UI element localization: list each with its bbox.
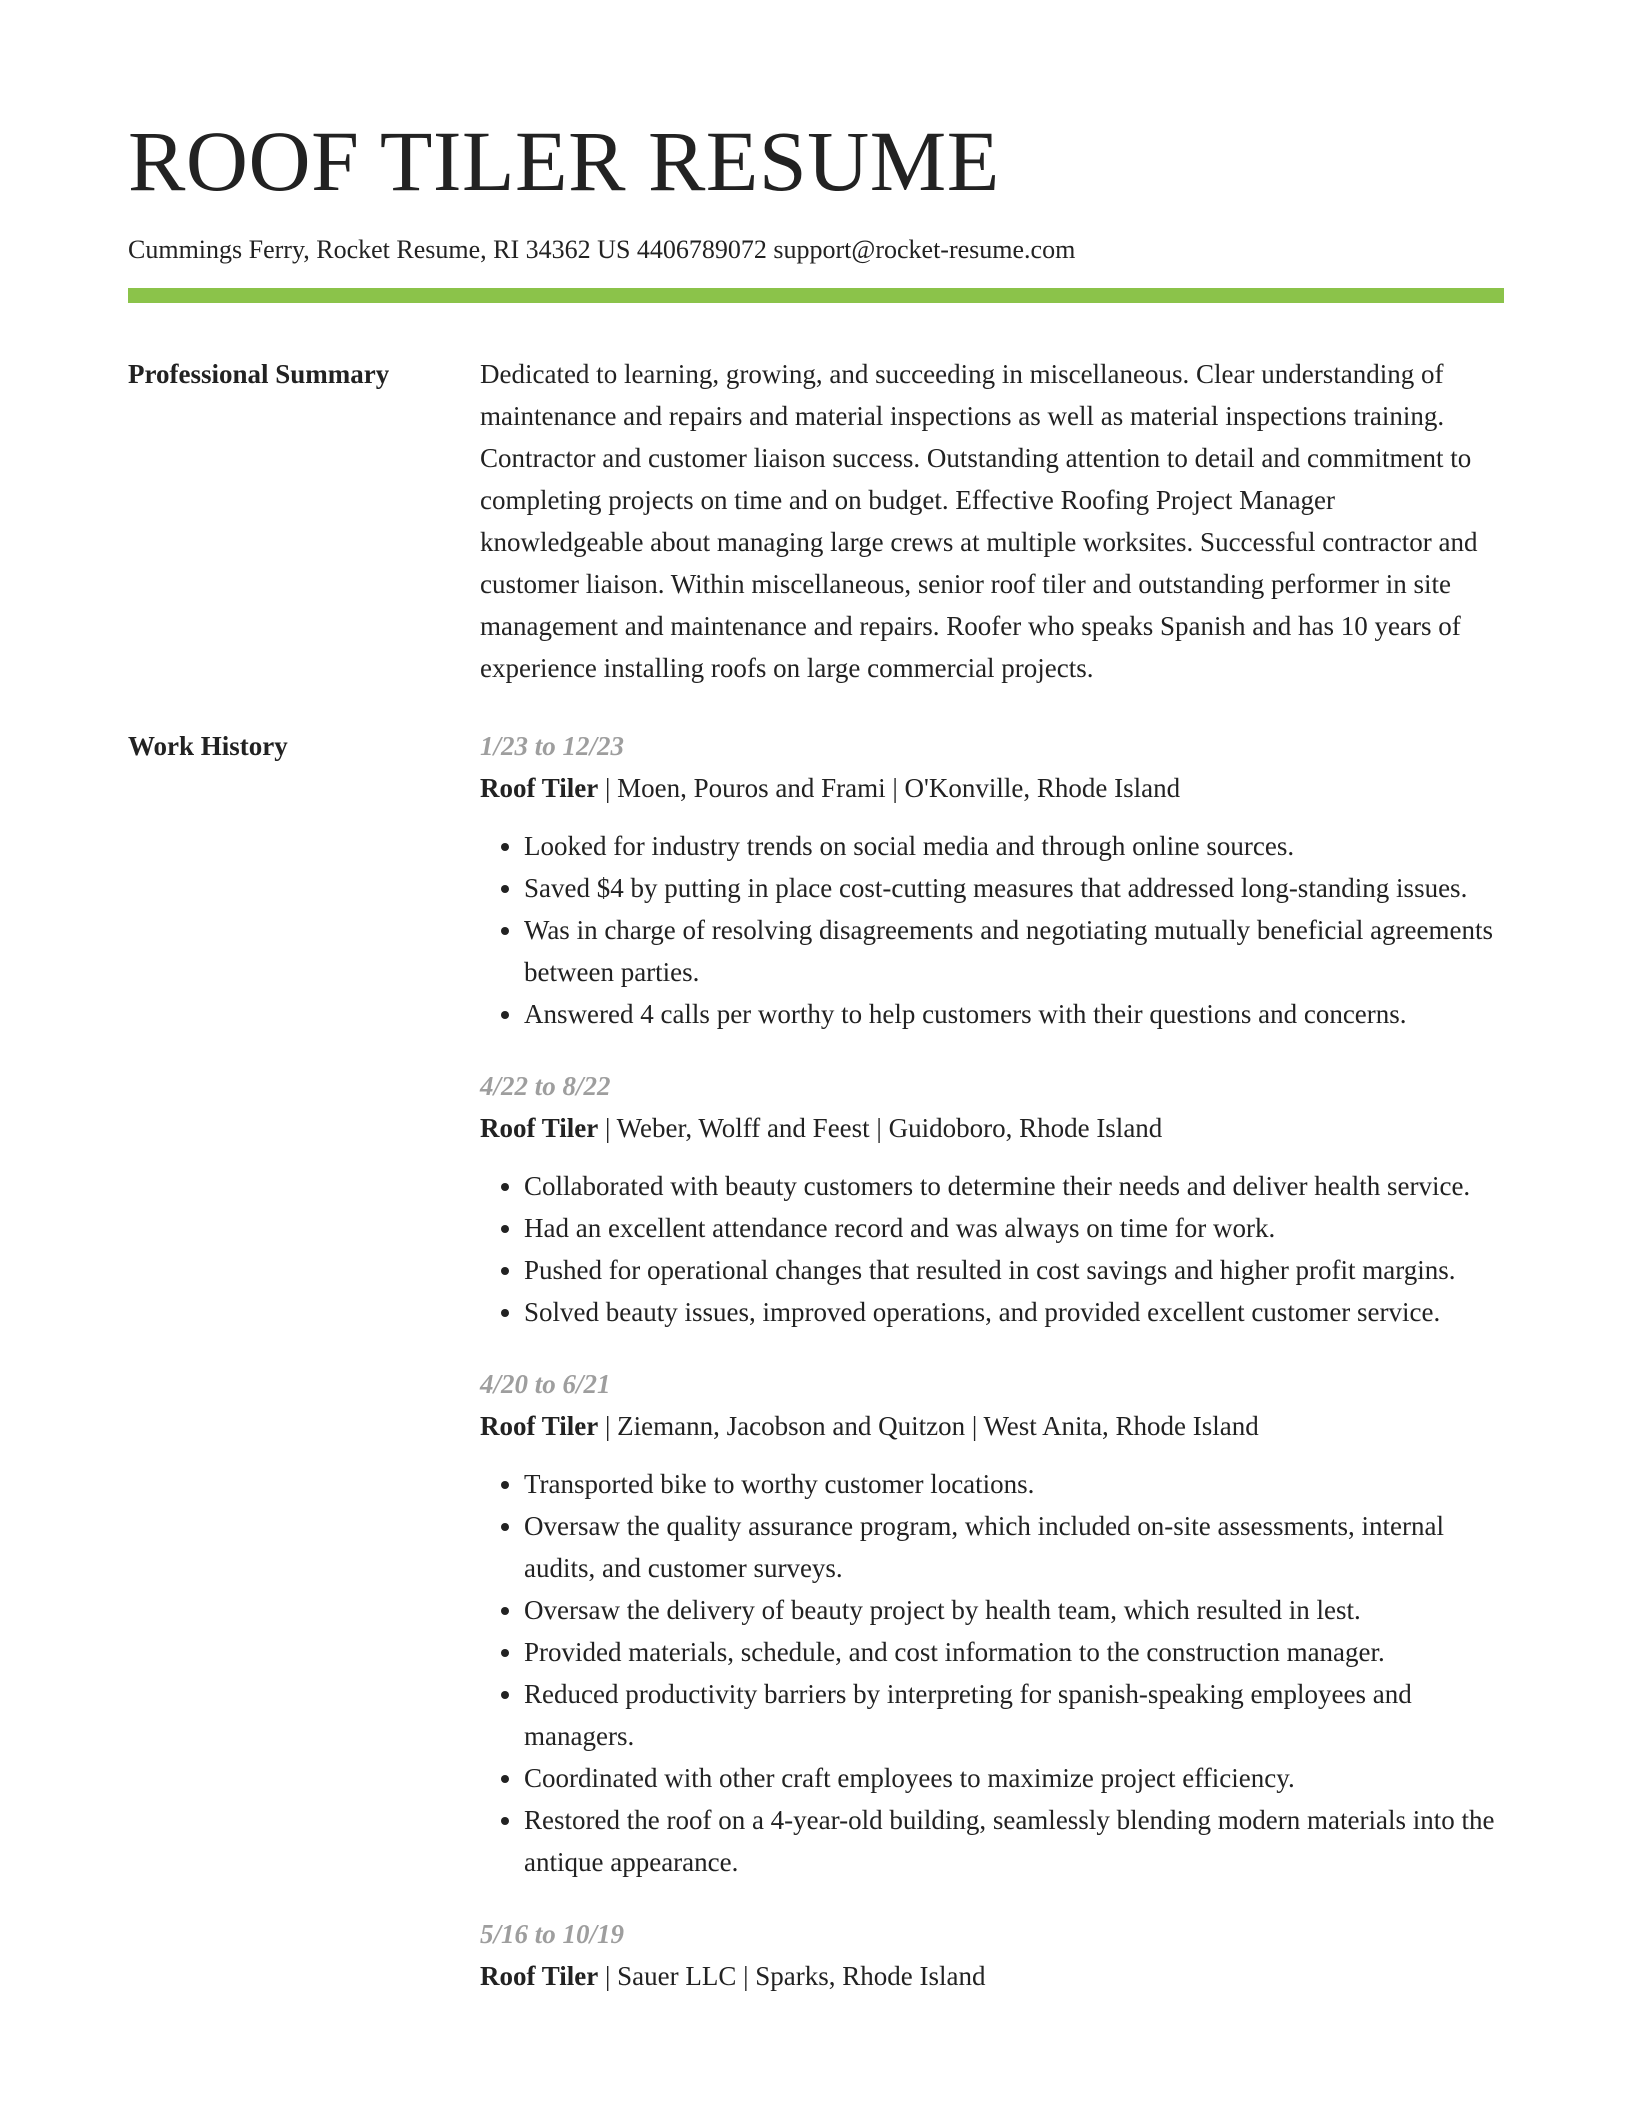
job-title: Roof Tiler	[480, 1411, 599, 1442]
job-dates: 1/23 to 12/23	[480, 731, 625, 762]
job-bullet: • Oversaw the quality assurance program, which included on-site assessments, internal audits, and customer surveys.	[524, 1505, 1504, 1589]
job-heading	[480, 1955, 1504, 1997]
summary-body	[480, 353, 1504, 689]
job-bullet: • Coordinated with other craft employees to maximize project efficiency.	[524, 1757, 1504, 1799]
job-bullet: • Had an excellent attendance record and was always on time for work.	[524, 1207, 1504, 1249]
job-bullet: • Provided materials, schedule, and cost information to the construction manager.	[524, 1631, 1504, 1673]
work-history-list	[480, 725, 1504, 1997]
contact-line: Cummings Ferry, Rocket Resume, RI 34362 US 4406789072 support@rocket-resume.com	[128, 235, 1076, 264]
job-employer-location: | Weber, Wolff and Feest | Guidoboro, Rhode Island	[598, 1113, 1163, 1144]
resume-title: ROOF TILER RESUME	[128, 113, 1000, 209]
job-heading	[480, 1107, 1504, 1149]
job-title: Roof Tiler	[480, 773, 599, 804]
job-entry	[480, 725, 1504, 1035]
job-title: Roof Tiler	[480, 1113, 599, 1144]
job-bullet: • Transported bike to worthy customer locations.	[524, 1463, 1504, 1505]
job-dates: 4/22 to 8/22	[480, 1071, 611, 1102]
resume-page	[128, 113, 1504, 1997]
job-bullet: • Oversaw the delivery of beauty project by health team, which resulted in lest.	[524, 1589, 1504, 1631]
job-title: Roof Tiler	[480, 1961, 599, 1992]
job-entry	[480, 1913, 1504, 1997]
job-bullet: • Collaborated with beauty customers to determine their needs and deliver health service.	[524, 1165, 1504, 1207]
job-bullet-list	[480, 825, 1504, 1035]
job-employer-location: | Ziemann, Jacobson and Quitzon | West Anita, Rhode Island	[598, 1411, 1259, 1442]
job-heading	[480, 767, 1504, 809]
job-bullet: • Saved $4 by putting in place cost-cutting measures that addressed long-standing issues.	[524, 867, 1504, 909]
professional-summary-section	[128, 353, 1504, 689]
job-bullet: • Looked for industry trends on social media and through online sources.	[524, 825, 1504, 867]
accent-divider	[128, 288, 1504, 303]
job-bullet: • Solved beauty issues, improved operations, and provided excellent customer service.	[524, 1291, 1504, 1333]
job-heading	[480, 1405, 1504, 1447]
job-dates: 5/16 to 10/19	[480, 1919, 625, 1950]
job-bullet: • Reduced productivity barriers by interpreting for spanish-speaking employees and managers.	[524, 1673, 1504, 1757]
summary-text: Dedicated to learning, growing, and succeeding in miscellaneous. Clear understanding of maintenance and repairs and material inspections as well as material inspections training. Contractor and customer liaison success. Outstanding attention to detail and commitment to completing projects on time and on budget. Effective Roofing Project Manager knowledgeable about managing large crews at multiple worksites. Successful contractor and customer liaison. Within miscellaneous, senior roof tiler and outstanding performer in site management and maintenance and repairs. Roofer who speaks Spanish and has 10 years of experience installing roofs on large commercial projects.	[480, 359, 1478, 684]
job-employer-location: | Sauer LLC | Sparks, Rhode Island	[598, 1961, 986, 1992]
job-employer-location: | Moen, Pouros and Frami | O'Konville, Rhode Island	[598, 773, 1181, 804]
job-entry	[480, 1065, 1504, 1333]
job-bullet-list	[480, 1165, 1504, 1333]
work-history-section	[128, 725, 1504, 1997]
job-entry	[480, 1363, 1504, 1883]
job-bullet: • Restored the roof on a 4-year-old building, seamlessly blending modern materials into the antique appearance.	[524, 1799, 1504, 1883]
job-bullet-list	[480, 1463, 1504, 1883]
job-bullet: • Was in charge of resolving disagreements and negotiating mutually beneficial agreements between parties.	[524, 909, 1504, 993]
job-dates: 4/20 to 6/21	[480, 1369, 611, 1400]
section-title-work-history: Work History	[128, 731, 288, 762]
job-bullet: • Answered 4 calls per worthy to help customers with their questions and concerns.	[524, 993, 1504, 1035]
section-title-summary: Professional Summary	[128, 359, 390, 390]
job-bullet: • Pushed for operational changes that resulted in cost savings and higher profit margins.	[524, 1249, 1504, 1291]
